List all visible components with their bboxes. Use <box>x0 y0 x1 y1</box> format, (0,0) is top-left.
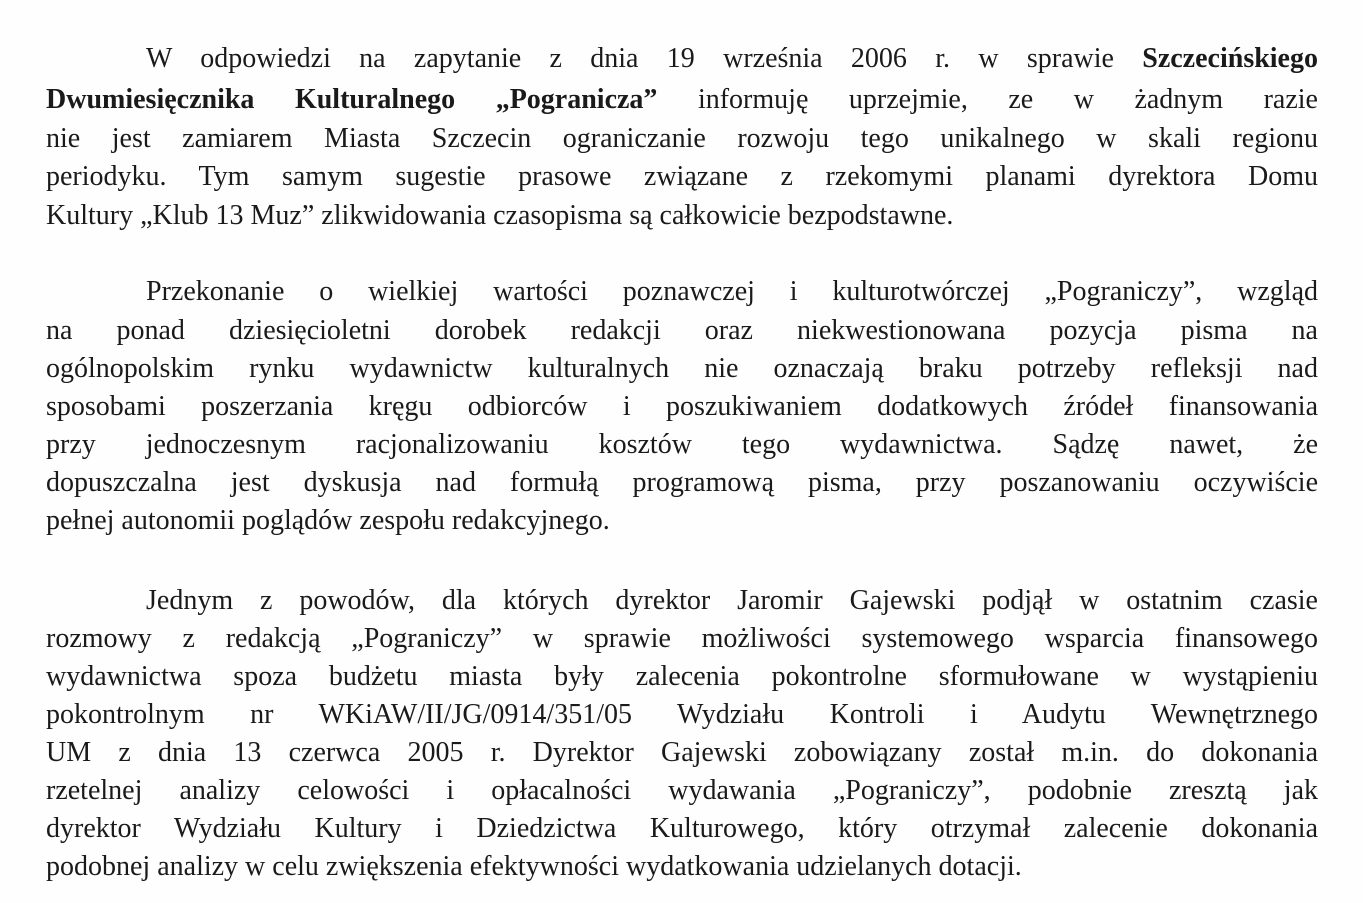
paragraph-1-line-4 <box>46 160 1318 194</box>
bold-text-segment: Szczecińskiego <box>1142 43 1318 74</box>
paragraph-3-line-3 <box>46 660 1318 694</box>
paragraph-1-line-1 <box>146 42 1318 76</box>
paragraph-2-line-6 <box>46 466 1318 500</box>
text-segment: Przekonanie o wielkiej wartości poznawczej i kulturotwórczej „Pograniczy”, wzgląd <box>146 276 1318 307</box>
paragraph-2-line-1 <box>146 275 1318 309</box>
text-segment: ogólnopolskim rynku wydawnictw kulturalnych nie oznaczają braku potrzeby refleksji nad <box>46 353 1318 384</box>
text-segment: Jednym z powodów, dla których dyrektor Jaromir Gajewski podjął w ostatnim czasie <box>146 585 1318 616</box>
paragraph-3-line-6 <box>46 774 1318 808</box>
paragraph-3-line-2 <box>46 622 1318 656</box>
text-segment: UM z dnia 13 czerwca 2005 r. Dyrektor Gajewski zobowiązany został m.in. do dokonania <box>46 737 1318 768</box>
paragraph-2-line-3 <box>46 352 1318 386</box>
text-segment: rzetelnej analizy celowości i opłacalności wydawania „Pograniczy”, podobnie zresztą jak <box>46 775 1318 806</box>
text-segment: pokontrolnym nr WKiAW/II/JG/0914/351/05 Wydziału Kontroli i Audytu Wewnętrznego <box>46 699 1318 730</box>
paragraph-3-line-4 <box>46 698 1318 732</box>
text-segment: nie jest zamiarem Miasta Szczecin ograniczanie rozwoju tego unikalnego w skali regionu <box>46 123 1318 154</box>
paragraph-2-line-7 <box>46 504 1318 538</box>
text-segment: rozmowy z redakcją „Pograniczy” w sprawie możliwości systemowego wsparcia finansowego <box>46 623 1318 654</box>
bold-text-segment: Dwumiesięcznika Kulturalnego „Pogranicza” <box>46 84 658 115</box>
text-segment: dopuszczalna jest dyskusja nad formułą programową pisma, przy poszanowaniu oczywiście <box>46 467 1318 498</box>
text-segment: przy jednoczesnym racjonalizowaniu kosztów tego wydawnictwa. Sądzę nawet, że <box>46 429 1318 460</box>
paragraph-2-line-2 <box>46 314 1318 348</box>
paragraph-1-line-5 <box>46 199 1318 233</box>
paragraph-1-line-2 <box>46 83 1318 117</box>
text-segment: periodyku. Tym samym sugestie prasowe związane z rzekomymi planami dyrektora Domu <box>46 161 1318 192</box>
text-segment: Kultury „Klub 13 Muz” zlikwidowania czasopisma są całkowicie bezpodstawne. <box>46 200 954 231</box>
text-segment: W odpowiedzi na zapytanie z dnia 19 września 2006 r. w sprawie <box>146 43 1143 74</box>
paragraph-3-line-1 <box>146 584 1318 618</box>
text-segment: dyrektor Wydziału Kultury i Dziedzictwa Kulturowego, który otrzymał zalecenie dokonania <box>46 813 1318 844</box>
text-segment: informuję uprzejmie, ze w żadnym razie <box>657 84 1318 115</box>
text-segment: pełnej autonomii poglądów zespołu redakcyjnego. <box>46 505 610 536</box>
text-segment: na ponad dziesięcioletni dorobek redakcji oraz niekwestionowana pozycja pisma na <box>46 315 1318 346</box>
paragraph-3-line-5 <box>46 736 1318 770</box>
text-segment: wydawnictwa spoza budżetu miasta były zalecenia pokontrolne sformułowane w wystąpieniu <box>46 661 1318 692</box>
paragraph-1-line-3 <box>46 122 1318 156</box>
text-segment: sposobami poszerzania kręgu odbiorców i poszukiwaniem dodatkowych źródeł finansowania <box>46 391 1318 422</box>
paragraph-3-line-8 <box>46 850 1318 884</box>
paragraph-2-line-5 <box>46 428 1318 462</box>
paragraph-2-line-4 <box>46 390 1318 424</box>
text-segment: podobnej analizy w celu zwiększenia efektywności wydatkowania udzielanych dotacji. <box>46 851 1022 882</box>
paragraph-3-line-7 <box>46 812 1318 846</box>
